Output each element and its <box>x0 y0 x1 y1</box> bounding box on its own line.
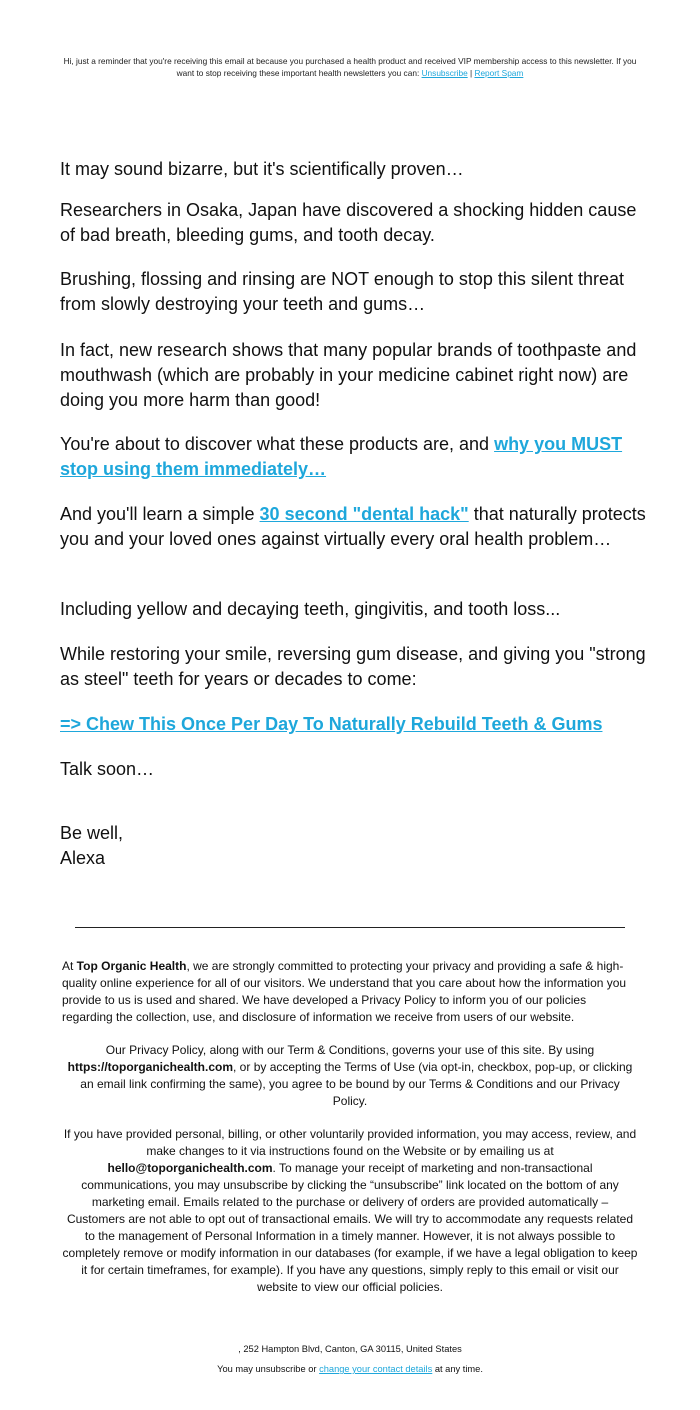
dental-hack-text-before: And you'll learn a simple <box>60 504 260 524</box>
body-paragraph-research: In fact, new research shows that many popular brands of toothpaste and mouthwash (which are probably in your medicine cabinet right now) are doing you more harm than good! <box>60 340 637 410</box>
legal-1-after: , we are strongly committed to protecting your privacy and providing a safe & high-quality online experience for all of our visitors. We understand that you care about how the information you provide to us is used and shared. We have developed a Privacy Policy to inform you of our policies regarding the collection, use, and disclosure of information we receive from users of our website. <box>62 959 627 1024</box>
signoff: Be well, <box>60 823 124 843</box>
legal-paragraph-personal-info <box>62 1126 638 1296</box>
legal-site: https://toporganichealth.com <box>67 1060 234 1074</box>
legal-paragraph-terms <box>62 1042 638 1110</box>
preheader-text: Hi, just a reminder that you're receiving this email at because you purchased a health product and received VIP membership access to this newsletter. If you want to stop receiving these important health newsletters you can: <box>63 56 637 78</box>
footer-unsub-before: You may unsubscribe or <box>217 1364 320 1374</box>
change-contact-details-link[interactable]: change your contact details <box>319 1364 433 1374</box>
body-paragraph-researchers: Researchers in Osaka, Japan have discovered a shocking hidden cause of bad breath, bleeding gums, and tooth decay. <box>60 200 637 245</box>
cta-link[interactable]: => Chew This Once Per Day To Naturally Rebuild Teeth & Gums <box>60 714 603 734</box>
legal-1-before: At <box>62 959 77 973</box>
legal-paragraph-privacy <box>62 958 638 1026</box>
footer-unsub-after: at any time. <box>432 1364 483 1374</box>
legal-3-after: . To manage your receipt of marketing and non-transactional communications, you may unsubscribe by clicking the “unsubscribe” link located on the bottom of any marketing email. Emails related to the purchase or delivery of orders are provided automatically – Customers are not able to opt out of transactional emails. We will try to accommodate any requests related to the management of Personal Information in a timely manner. However, it is not always possible to completely remove or modify information in our databases (for example, if we have a legal obligation to keep it for certain timeframes, for example). If you have any questions, simply reply to this email or visit our website to view our official policies. <box>62 1161 638 1294</box>
body-paragraph-intro: It may sound bizarre, but it's scientifically proven… <box>60 159 464 179</box>
body-paragraph-discover <box>60 432 650 482</box>
legal-2-before: Our Privacy Policy, along with our Term & Conditions, governs your use of this site. By using <box>105 1043 595 1057</box>
body-paragraph-including: Including yellow and decaying teeth, gingivitis, and tooth loss... <box>60 599 561 619</box>
body-paragraph-talk-soon: Talk soon… <box>60 759 155 779</box>
body-paragraph-dental-hack <box>60 502 650 552</box>
divider <box>75 927 625 928</box>
footer-unsubscribe <box>100 1363 600 1375</box>
stop-using-link[interactable]: why you MUST stop using them immediately… <box>60 434 623 479</box>
legal-3-before: If you have provided personal, billing, or other voluntarily provided information, you may access, review, and make changes to it via instructions found on the Website or by emailing us at <box>63 1127 637 1158</box>
legal-brand: Top Organic Health <box>76 959 187 973</box>
legal-email: hello@toporganichealth.com <box>107 1161 273 1175</box>
dental-hack-text-after: that naturally protects you and your loved ones against virtually every oral health problem… <box>60 504 646 549</box>
preheader <box>60 55 640 79</box>
report-spam-link[interactable]: Report Spam <box>474 68 524 78</box>
legal-2-after: , or by accepting the Terms of Use (via opt-in, checkbox, pop-up, or clicking an email link confirming the same), you agree to be bound by our Terms & Conditions and our Privacy Policy. <box>80 1060 633 1108</box>
cta-paragraph <box>60 712 650 737</box>
unsubscribe-link[interactable]: Unsubscribe <box>421 68 468 78</box>
dental-hack-link[interactable]: 30 second "dental hack" <box>259 504 469 524</box>
preheader-separator: | <box>467 68 475 78</box>
body-paragraph-brushing: Brushing, flossing and rinsing are NOT enough to stop this silent threat from slowly destroying your teeth and gums… <box>60 269 624 314</box>
signature: Alexa <box>60 848 106 868</box>
footer-address: , 252 Hampton Blvd, Canton, GA 30115, United States <box>238 1344 462 1354</box>
discover-text: You're about to discover what these products are, and <box>60 434 495 454</box>
body-paragraph-restoring: While restoring your smile, reversing gum disease, and giving you "strong as steel" teeth for years or decades to come: <box>60 644 646 689</box>
